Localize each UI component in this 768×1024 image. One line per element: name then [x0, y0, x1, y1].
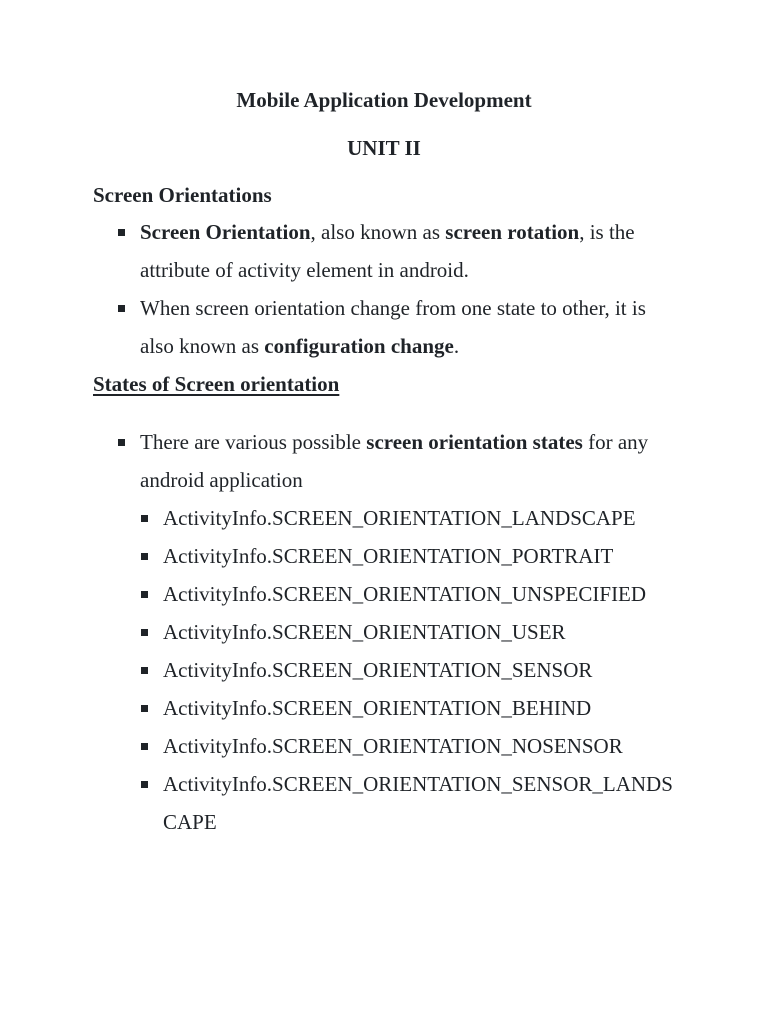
list-item: [163, 651, 673, 689]
list-item: [140, 423, 680, 499]
orientation-states-list: [163, 499, 673, 841]
bullet-text: , also known as: [310, 220, 446, 244]
state-constant: ActivityInfo.SCREEN_ORIENTATION_SENSOR_LANDSCAPE: [163, 772, 673, 834]
square-bullet-icon: [141, 743, 148, 750]
bullet-text: There are various possible: [140, 430, 367, 454]
square-bullet-icon: [118, 305, 125, 312]
state-constant: ActivityInfo.SCREEN_ORIENTATION_BEHIND: [163, 696, 592, 720]
state-constant: ActivityInfo.SCREEN_ORIENTATION_UNSPECIFIED: [163, 582, 647, 606]
bullet-text: for any android application: [140, 430, 649, 492]
bold-term: screen orientation states: [366, 430, 583, 454]
bullet-text: .: [453, 334, 460, 358]
unit-heading: UNIT II: [347, 136, 421, 160]
bold-term: Screen Orientation: [140, 220, 311, 244]
section-heading-states: States of Screen orientation: [93, 372, 340, 396]
list-item: [163, 537, 673, 575]
square-bullet-icon: [141, 667, 148, 674]
state-constant: ActivityInfo.SCREEN_ORIENTATION_NOSENSOR: [163, 734, 623, 758]
square-bullet-icon: [141, 553, 148, 560]
bold-term: screen rotation: [445, 220, 580, 244]
list-item: [163, 765, 673, 841]
square-bullet-icon: [118, 439, 125, 446]
list-item: [163, 727, 673, 765]
bullet-text: When screen orientation change from one state to other, it is also known as: [140, 296, 646, 358]
square-bullet-icon: [141, 629, 148, 636]
square-bullet-icon: [141, 515, 148, 522]
square-bullet-icon: [141, 781, 148, 788]
states-intro-list: [140, 423, 680, 499]
state-constant: ActivityInfo.SCREEN_ORIENTATION_LANDSCAPE: [163, 506, 636, 530]
screen-orientation-bullet-list: [140, 213, 680, 365]
list-item: [140, 289, 680, 365]
state-constant: ActivityInfo.SCREEN_ORIENTATION_USER: [163, 620, 566, 644]
state-constant: ActivityInfo.SCREEN_ORIENTATION_PORTRAIT: [163, 544, 614, 568]
square-bullet-icon: [118, 229, 125, 236]
list-item: [163, 575, 673, 613]
document-title: Mobile Application Development: [236, 88, 532, 112]
section-heading-screen-orientations: Screen Orientations: [93, 183, 272, 207]
list-item: [163, 499, 673, 537]
state-constant: ActivityInfo.SCREEN_ORIENTATION_SENSOR: [163, 658, 593, 682]
bullet-text: , is the attribute of activity element in android.: [140, 220, 635, 282]
bold-term: configuration change: [264, 334, 454, 358]
list-item: [163, 689, 673, 727]
square-bullet-icon: [141, 705, 148, 712]
list-item: [163, 613, 673, 651]
square-bullet-icon: [141, 591, 148, 598]
list-item: [140, 213, 680, 289]
